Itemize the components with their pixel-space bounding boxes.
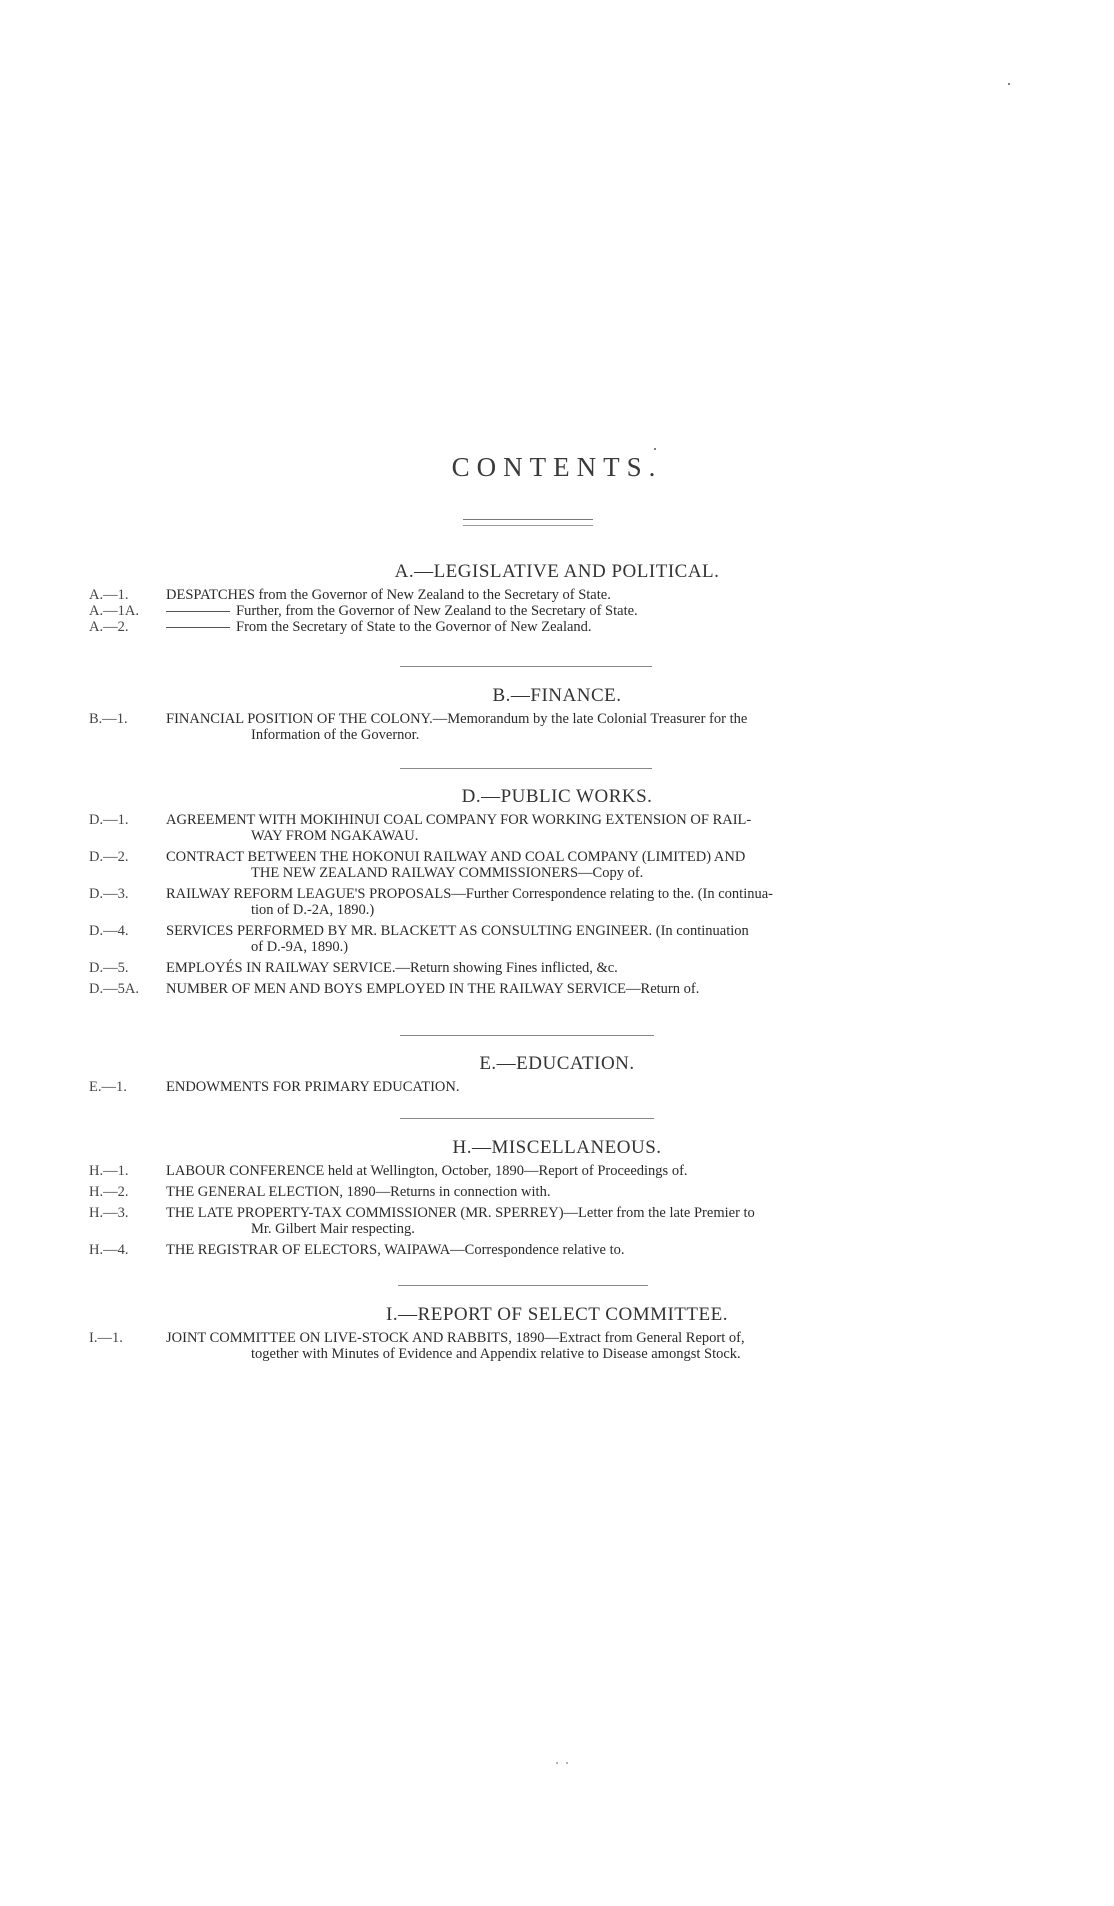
entry-code: H.—3. [89,1205,129,1221]
entry-code: D.—1. [89,812,129,828]
entry-code: E.—1. [89,1079,127,1095]
contents-entry [0,981,1114,997]
entry-code: A.—2. [89,619,129,635]
entry-code: D.—5A. [89,981,139,997]
ditto-dash [166,611,230,612]
entry-title: AGREEMENT WITH MOKIHINUI COAL COMPANY FOR WORKING EXTENSION OF RAIL- [166,812,752,828]
entry-continuation: Mr. Gilbert Mair respecting. [251,1221,415,1237]
contents-entry [0,812,1114,844]
entry-title: LABOUR CONFERENCE held at Wellington, October, 1890—Report of Proceedings of. [166,1163,688,1179]
entry-code: D.—3. [89,886,129,902]
contents-entry [0,849,1114,881]
section-divider [398,1285,648,1286]
entry-title: THE LATE PROPERTY-TAX COMMISSIONER (MR. SPERREY)—Letter from the late Premier to [166,1205,755,1221]
section-heading: H.—MISCELLANEOUS. [452,1137,662,1158]
scan-speck [556,1762,558,1764]
section-divider [400,1035,654,1036]
contents-entry [0,1163,1114,1179]
entry-continuation: WAY FROM NGAKAWAU. [251,828,419,844]
section-divider [400,1118,654,1119]
entry-title: NUMBER OF MEN AND BOYS EMPLOYED IN THE RAILWAY SERVICE—Return of. [166,981,700,997]
entry-code: A.—1. [89,587,129,603]
entry-code: H.—4. [89,1242,129,1258]
scan-speck [654,448,656,450]
entry-code: D.—2. [89,849,129,865]
entry-title: JOINT COMMITTEE ON LIVE-STOCK AND RABBITS, 1890—Extract from General Report of, [166,1330,745,1346]
contents-entry [0,1205,1114,1237]
contents-entry [0,603,1114,619]
contents-entry [0,1330,1114,1362]
entry-continuation: THE NEW ZEALAND RAILWAY COMMISSIONERS—Copy of. [251,865,644,881]
entry-code: D.—5. [89,960,129,976]
entry-title: From the Secretary of State to the Governor of New Zealand. [166,619,970,635]
entry-title: RAILWAY REFORM LEAGUE'S PROPOSALS—Further Correspondence relating to the. (In continua- [166,886,773,902]
scan-speck [566,1762,568,1764]
section-public-works [0,786,1114,1002]
entry-code: D.—4. [89,923,129,939]
section-miscellaneous [0,1137,1114,1263]
entry-title: FINANCIAL POSITION OF THE COLONY.—Memorandum by the late Colonial Treasurer for the [166,711,748,727]
section-heading: A.—LEGISLATIVE AND POLITICAL. [394,561,720,582]
section-heading: D.—PUBLIC WORKS. [461,786,653,807]
entry-title: ENDOWMENTS FOR PRIMARY EDUCATION. [166,1079,460,1095]
contents-entry [0,711,1114,743]
contents-entry [0,1184,1114,1200]
entry-code: H.—1. [89,1163,129,1179]
entry-code: A.—1A. [89,603,139,619]
contents-entry [0,587,1114,603]
entry-title: THE REGISTRAR OF ELECTORS, WAIPAWA—Correspondence relative to. [166,1242,625,1258]
ditto-dash [166,627,230,628]
contents-entry [0,960,1114,976]
title-double-rule [463,519,593,526]
section-heading: I.—REPORT OF SELECT COMMITTEE. [386,1304,728,1325]
contents-entry [0,1242,1114,1258]
entry-title: CONTRACT BETWEEN THE HOKONUI RAILWAY AND COAL COMPANY (LIMITED) AND [166,849,746,865]
entry-title: THE GENERAL ELECTION, 1890—Returns in connection with. [166,1184,551,1200]
entry-code: H.—2. [89,1184,129,1200]
entry-title: EMPLOYÉS IN RAILWAY SERVICE.—Return showing Fines inflicted, &c. [166,960,618,976]
scan-speck [1008,83,1010,85]
section-divider [400,666,652,667]
section-heading: E.—EDUCATION. [479,1053,635,1074]
entry-code: B.—1. [89,711,128,727]
contents-entry [0,923,1114,955]
contents-entry [0,619,1114,635]
section-education [0,1053,1114,1100]
entry-title: Further, from the Governor of New Zealand to the Secretary of State. [166,603,970,619]
section-finance [0,685,1114,748]
entry-continuation: together with Minutes of Evidence and Appendix relative to Disease amongst Stock. [251,1346,741,1362]
section-legislative [0,561,1114,635]
entry-title: SERVICES PERFORMED BY MR. BLACKETT AS CONSULTING ENGINEER. (In continuation [166,923,749,939]
section-divider [400,768,652,769]
entry-title: DESPATCHES from the Governor of New Zealand to the Secretary of State. [166,587,611,603]
entry-continuation: Information of the Governor. [251,727,420,743]
section-select-committee [0,1304,1114,1367]
entry-continuation: tion of D.-2A, 1890.) [251,902,375,918]
entry-continuation: of D.-9A, 1890.) [251,939,349,955]
section-heading: B.—FINANCE. [492,685,622,706]
contents-entry [0,1079,1114,1095]
page-title: CONTENTS. [451,452,663,482]
entry-code: I.—1. [89,1330,123,1346]
contents-entry [0,886,1114,918]
